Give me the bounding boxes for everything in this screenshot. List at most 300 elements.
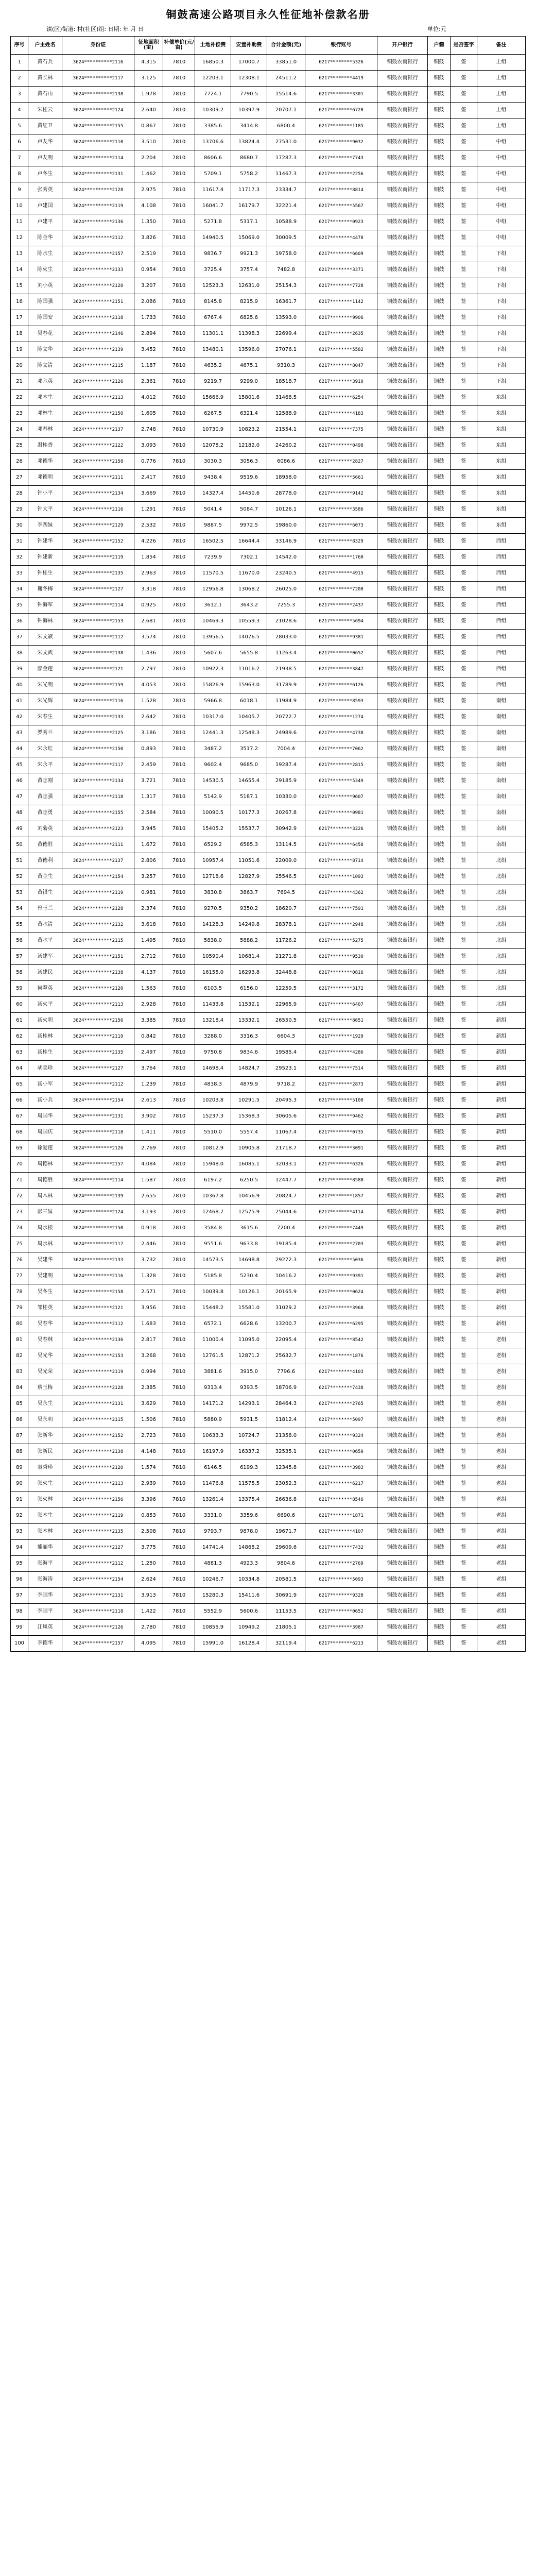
row-number: 94 (11, 1540, 28, 1556)
signature: 签 (451, 997, 477, 1013)
household: 铜鼓 (428, 1125, 451, 1141)
owner-name: 邹桂英 (28, 1300, 62, 1316)
land-fee: 10633.3 (195, 1428, 231, 1444)
remark: 下组 (477, 358, 526, 374)
area-value: 2.712 (134, 949, 163, 965)
owner-name: 朱光明 (28, 677, 62, 693)
bank-account: 6217********4183 (305, 406, 377, 422)
id-number: 3624**********2114 (62, 150, 134, 166)
row-number: 84 (11, 1380, 28, 1396)
total-amount: 13593.0 (267, 310, 305, 326)
id-number: 3624**********2117 (62, 1236, 134, 1252)
remark: 上组 (477, 71, 526, 87)
signature: 签 (451, 837, 477, 853)
signature: 签 (451, 1189, 477, 1205)
household: 铜鼓 (428, 981, 451, 997)
area-value: 2.963 (134, 566, 163, 582)
row-number: 79 (11, 1300, 28, 1316)
remark: 新组 (477, 1221, 526, 1236)
land-fee: 16502.5 (195, 534, 231, 550)
area-value: 4.084 (134, 1157, 163, 1173)
bank-account: 6217********0981 (305, 805, 377, 821)
remark: 南组 (477, 821, 526, 837)
owner-name: 张木林 (28, 1524, 62, 1540)
bank-name: 铜鼓农商银行 (377, 1588, 428, 1604)
resettle-fee: 3915.0 (231, 1364, 267, 1380)
row-number: 2 (11, 71, 28, 87)
remark: 东组 (477, 406, 526, 422)
bank-name: 铜鼓农商银行 (377, 1205, 428, 1221)
household: 铜鼓 (428, 1620, 451, 1636)
bank-name: 铜鼓农商银行 (377, 789, 428, 805)
table-row (11, 1588, 526, 1604)
remark: 西组 (477, 662, 526, 677)
owner-name: 朱文武 (28, 646, 62, 662)
signature: 签 (451, 358, 477, 374)
land-fee: 14573.5 (195, 1252, 231, 1268)
remark: 老组 (477, 1332, 526, 1348)
table-row (11, 534, 526, 550)
resettle-fee: 11532.1 (231, 997, 267, 1013)
total-amount: 14542.0 (267, 550, 305, 566)
owner-name: 钟小平 (28, 486, 62, 502)
unit-price: 7810 (163, 837, 195, 853)
land-fee: 13480.1 (195, 342, 231, 358)
land-fee: 12718.6 (195, 869, 231, 885)
signature: 签 (451, 470, 477, 486)
table-row (11, 1476, 526, 1492)
row-number: 92 (11, 1508, 28, 1524)
resettle-fee: 10949.2 (231, 1620, 267, 1636)
land-fee: 3487.2 (195, 741, 231, 757)
resettle-fee: 8680.7 (231, 150, 267, 166)
id-number: 3624**********2131 (62, 166, 134, 182)
household: 铜鼓 (428, 773, 451, 789)
unit-price: 7810 (163, 582, 195, 598)
table-row (11, 933, 526, 949)
bank-account: 6217********3586 (305, 502, 377, 518)
household: 铜鼓 (428, 406, 451, 422)
bank-name: 铜鼓农商银行 (377, 965, 428, 981)
bank-name: 铜鼓农商银行 (377, 1428, 428, 1444)
owner-name: 黄德利 (28, 853, 62, 869)
remark: 上组 (477, 55, 526, 71)
bank-name: 铜鼓农商银行 (377, 262, 428, 278)
bank-name: 铜鼓农商银行 (377, 1396, 428, 1412)
table-row (11, 1620, 526, 1636)
household: 铜鼓 (428, 1141, 451, 1157)
land-fee: 16197.9 (195, 1444, 231, 1460)
household: 铜鼓 (428, 1109, 451, 1125)
table-row (11, 741, 526, 757)
owner-name: 李国平 (28, 1604, 62, 1620)
unit-price: 7810 (163, 534, 195, 550)
owner-name: 黄金生 (28, 869, 62, 885)
total-amount: 21718.7 (267, 1141, 305, 1157)
row-number: 18 (11, 326, 28, 342)
remark: 新组 (477, 1205, 526, 1221)
land-fee: 10317.0 (195, 709, 231, 725)
bank-name: 铜鼓农商银行 (377, 693, 428, 709)
bank-account: 6217********1929 (305, 1029, 377, 1045)
area-value: 3.093 (134, 438, 163, 454)
unit-price: 7810 (163, 1268, 195, 1284)
total-amount: 30009.5 (267, 230, 305, 246)
total-amount: 17287.3 (267, 150, 305, 166)
land-fee: 10203.8 (195, 1093, 231, 1109)
household: 铜鼓 (428, 582, 451, 598)
owner-name: 吴永生 (28, 1396, 62, 1412)
row-number: 72 (11, 1189, 28, 1205)
id-number: 3624**********2135 (62, 1045, 134, 1061)
row-number: 47 (11, 789, 28, 805)
bank-account: 6217********7208 (305, 582, 377, 598)
household: 铜鼓 (428, 885, 451, 901)
area-value: 3.396 (134, 1492, 163, 1508)
signature: 签 (451, 294, 477, 310)
owner-name: 黄长林 (28, 71, 62, 87)
land-fee: 14171.2 (195, 1396, 231, 1412)
id-number: 3624**********2153 (62, 1348, 134, 1364)
unit-price: 7810 (163, 1077, 195, 1093)
unit-price: 7810 (163, 1364, 195, 1380)
household: 铜鼓 (428, 646, 451, 662)
owner-name: 李德华 (28, 1636, 62, 1652)
land-fee: 8145.8 (195, 294, 231, 310)
remark: 新组 (477, 1284, 526, 1300)
signature: 签 (451, 1492, 477, 1508)
bank-account: 6217********1876 (305, 1348, 377, 1364)
bank-name: 铜鼓农商银行 (377, 614, 428, 630)
owner-name: 钟桂生 (28, 566, 62, 582)
land-fee: 12523.3 (195, 278, 231, 294)
resettle-fee: 13332.1 (231, 1013, 267, 1029)
household: 铜鼓 (428, 1268, 451, 1284)
household: 铜鼓 (428, 422, 451, 438)
land-fee: 10730.9 (195, 422, 231, 438)
bank-account: 6217********7743 (305, 150, 377, 166)
total-amount: 20165.9 (267, 1284, 305, 1300)
total-amount: 28778.0 (267, 486, 305, 502)
id-number: 3624**********2134 (62, 773, 134, 789)
row-number: 30 (11, 518, 28, 534)
signature: 签 (451, 1588, 477, 1604)
bank-account: 6217********8546 (305, 1492, 377, 1508)
land-fee: 15448.2 (195, 1300, 231, 1316)
land-fee: 5185.8 (195, 1268, 231, 1284)
signature: 签 (451, 518, 477, 534)
row-number: 25 (11, 438, 28, 454)
land-fee: 3725.4 (195, 262, 231, 278)
unit-price: 7810 (163, 390, 195, 406)
remark: 南组 (477, 789, 526, 805)
table-row (11, 614, 526, 630)
remark: 中组 (477, 230, 526, 246)
resettle-fee: 3615.6 (231, 1221, 267, 1236)
signature: 签 (451, 134, 477, 150)
area-value: 3.721 (134, 773, 163, 789)
unit-price: 7810 (163, 406, 195, 422)
land-fee: 3288.0 (195, 1029, 231, 1045)
resettle-fee: 9519.6 (231, 470, 267, 486)
bank-name: 铜鼓农商银行 (377, 1061, 428, 1077)
bank-account: 6217********5661 (305, 470, 377, 486)
owner-name: 李四妹 (28, 518, 62, 534)
table-row (11, 438, 526, 454)
bank-account: 6217********0652 (305, 646, 377, 662)
row-number: 71 (11, 1173, 28, 1189)
id-number: 3624**********2137 (62, 853, 134, 869)
table-row (11, 454, 526, 470)
unit-price: 7810 (163, 1636, 195, 1652)
area-value: 2.385 (134, 1380, 163, 1396)
remark: 上组 (477, 87, 526, 103)
signature: 签 (451, 150, 477, 166)
bank-account: 6217********5326 (305, 55, 377, 71)
table-row (11, 582, 526, 598)
remark: 老组 (477, 1396, 526, 1412)
bank-name: 铜鼓农商银行 (377, 1444, 428, 1460)
area-value: 4.315 (134, 55, 163, 71)
unit-price: 7810 (163, 598, 195, 614)
bank-account: 6217********7375 (305, 422, 377, 438)
unit-price: 7810 (163, 278, 195, 294)
row-number: 43 (11, 725, 28, 741)
row-number: 20 (11, 358, 28, 374)
bank-name: 铜鼓农商银行 (377, 1125, 428, 1141)
row-number: 77 (11, 1268, 28, 1284)
unit-price: 7810 (163, 134, 195, 150)
remark: 新组 (477, 1125, 526, 1141)
land-fee: 9551.6 (195, 1236, 231, 1252)
bank-name: 铜鼓农商银行 (377, 87, 428, 103)
signature: 签 (451, 1508, 477, 1524)
row-number: 50 (11, 837, 28, 853)
area-value: 3.257 (134, 869, 163, 885)
household: 铜鼓 (428, 853, 451, 869)
signature: 签 (451, 566, 477, 582)
owner-name: 熊丽华 (28, 1540, 62, 1556)
bank-account: 6217********6326 (305, 1157, 377, 1173)
resettle-fee: 12631.0 (231, 278, 267, 294)
remark: 新组 (477, 1157, 526, 1173)
row-number: 95 (11, 1556, 28, 1572)
land-fee: 6267.5 (195, 406, 231, 422)
total-amount: 28464.3 (267, 1396, 305, 1412)
land-fee: 9750.8 (195, 1045, 231, 1061)
bank-account: 6217********0816 (305, 965, 377, 981)
table-row (11, 901, 526, 917)
remark: 北组 (477, 949, 526, 965)
id-number: 3624**********2124 (62, 1205, 134, 1221)
household: 铜鼓 (428, 358, 451, 374)
signature: 签 (451, 1460, 477, 1476)
row-number: 35 (11, 598, 28, 614)
table-row (11, 134, 526, 150)
signature: 签 (451, 917, 477, 933)
bank-account: 6217********0659 (305, 1444, 377, 1460)
household: 铜鼓 (428, 278, 451, 294)
row-number: 42 (11, 709, 28, 725)
table-row (11, 1252, 526, 1268)
unit-price: 7810 (163, 1109, 195, 1125)
bank-account: 6217********4107 (305, 1524, 377, 1540)
owner-name: 邓德明 (28, 470, 62, 486)
table-row (11, 230, 526, 246)
remark: 西组 (477, 566, 526, 582)
id-number: 3624**********2114 (62, 1173, 134, 1189)
bank-name: 铜鼓农商银行 (377, 486, 428, 502)
area-value: 1.528 (134, 693, 163, 709)
resettle-fee: 3316.3 (231, 1029, 267, 1045)
remark: 下组 (477, 310, 526, 326)
bank-name: 铜鼓农商银行 (377, 1524, 428, 1540)
area-value: 0.994 (134, 1364, 163, 1380)
area-value: 2.446 (134, 1236, 163, 1252)
resettle-fee: 10823.2 (231, 422, 267, 438)
row-number: 89 (11, 1460, 28, 1476)
row-number: 5 (11, 118, 28, 134)
row-number: 100 (11, 1636, 28, 1652)
bank-name: 铜鼓农商银行 (377, 646, 428, 662)
owner-name: 吴春花 (28, 326, 62, 342)
signature: 签 (451, 166, 477, 182)
area-value: 2.748 (134, 422, 163, 438)
table-row (11, 1412, 526, 1428)
resettle-fee: 10177.3 (231, 805, 267, 821)
signature: 签 (451, 1221, 477, 1236)
row-number: 74 (11, 1221, 28, 1236)
table-row (11, 1077, 526, 1093)
bank-name: 铜鼓农商银行 (377, 182, 428, 198)
id-number: 3624**********2157 (62, 246, 134, 262)
land-fee: 14698.4 (195, 1061, 231, 1077)
remark: 老组 (477, 1444, 526, 1460)
table-row (11, 198, 526, 214)
row-number: 3 (11, 87, 28, 103)
row-number: 99 (11, 1620, 28, 1636)
area-value: 4.226 (134, 534, 163, 550)
land-fee: 3612.1 (195, 598, 231, 614)
row-number: 27 (11, 470, 28, 486)
land-fee: 12468.7 (195, 1205, 231, 1221)
signature: 签 (451, 1380, 477, 1396)
total-amount: 18706.9 (267, 1380, 305, 1396)
meta-right: 单位:元 (427, 26, 446, 32)
household: 铜鼓 (428, 1284, 451, 1300)
remark: 老组 (477, 1412, 526, 1428)
id-number: 3624**********2136 (62, 214, 134, 230)
household: 铜鼓 (428, 1508, 451, 1524)
bank-name: 铜鼓农商银行 (377, 1268, 428, 1284)
remark: 老组 (477, 1572, 526, 1588)
land-fee: 6197.2 (195, 1173, 231, 1189)
table-header-row (11, 37, 526, 55)
bank-account: 6217********8593 (305, 693, 377, 709)
resettle-fee: 11670.0 (231, 566, 267, 582)
unit-price: 7810 (163, 693, 195, 709)
owner-name: 张新民 (28, 1444, 62, 1460)
area-value: 2.613 (134, 1093, 163, 1109)
bank-name: 铜鼓农商银行 (377, 1045, 428, 1061)
row-number: 1 (11, 55, 28, 71)
area-value: 1.350 (134, 214, 163, 230)
total-amount: 10330.0 (267, 789, 305, 805)
total-amount: 18620.7 (267, 901, 305, 917)
remark: 新组 (477, 1236, 526, 1252)
resettle-fee: 15963.0 (231, 677, 267, 693)
resettle-fee: 3517.2 (231, 741, 267, 757)
household: 铜鼓 (428, 534, 451, 550)
remark: 西组 (477, 646, 526, 662)
signature: 签 (451, 87, 477, 103)
bank-account: 6217********8580 (305, 1173, 377, 1189)
signature: 签 (451, 821, 477, 837)
bank-account: 6217********4103 (305, 1364, 377, 1380)
remark: 南组 (477, 725, 526, 741)
remark: 东组 (477, 438, 526, 454)
remark: 新组 (477, 1252, 526, 1268)
unit-price: 7810 (163, 198, 195, 214)
table-row (11, 1205, 526, 1221)
owner-name: 周木林 (28, 1189, 62, 1205)
table-row (11, 550, 526, 566)
column-header: 安置补助费 (231, 37, 267, 55)
resettle-fee: 6628.6 (231, 1316, 267, 1332)
signature: 签 (451, 582, 477, 598)
remark: 南组 (477, 757, 526, 773)
total-amount: 29272.3 (267, 1252, 305, 1268)
id-number: 3624**********2115 (62, 1412, 134, 1428)
row-number: 62 (11, 1029, 28, 1045)
unit-price: 7810 (163, 709, 195, 725)
bank-name: 铜鼓农商银行 (377, 198, 428, 214)
unit-price: 7810 (163, 1620, 195, 1636)
remark: 西组 (477, 630, 526, 646)
household: 铜鼓 (428, 598, 451, 614)
signature: 签 (451, 933, 477, 949)
bank-account: 6217********1093 (305, 869, 377, 885)
total-amount: 24511.2 (267, 71, 305, 87)
table-row (11, 1189, 526, 1205)
household: 铜鼓 (428, 1173, 451, 1189)
id-number: 3624**********2135 (62, 1524, 134, 1540)
remark: 东组 (477, 502, 526, 518)
bank-name: 铜鼓农商银行 (377, 1077, 428, 1093)
owner-name: 周德胜 (28, 1173, 62, 1189)
signature: 签 (451, 326, 477, 342)
signature: 签 (451, 1077, 477, 1093)
signature: 签 (451, 789, 477, 805)
unit-price: 7810 (163, 1205, 195, 1221)
owner-name: 周德林 (28, 1157, 62, 1173)
land-fee: 9270.5 (195, 901, 231, 917)
table-row (11, 182, 526, 198)
resettle-fee: 8215.9 (231, 294, 267, 310)
row-number: 9 (11, 182, 28, 198)
bank-name: 铜鼓农商银行 (377, 1029, 428, 1045)
signature: 签 (451, 1556, 477, 1572)
total-amount: 21554.1 (267, 422, 305, 438)
owner-name: 邓林生 (28, 406, 62, 422)
bank-name: 铜鼓农商银行 (377, 741, 428, 757)
id-number: 3624**********2138 (62, 87, 134, 103)
id-number: 3624**********2120 (62, 1460, 134, 1476)
resettle-fee: 5600.6 (231, 1604, 267, 1620)
bank-account: 6217********1185 (305, 118, 377, 134)
area-value: 3.669 (134, 486, 163, 502)
table-row (11, 486, 526, 502)
